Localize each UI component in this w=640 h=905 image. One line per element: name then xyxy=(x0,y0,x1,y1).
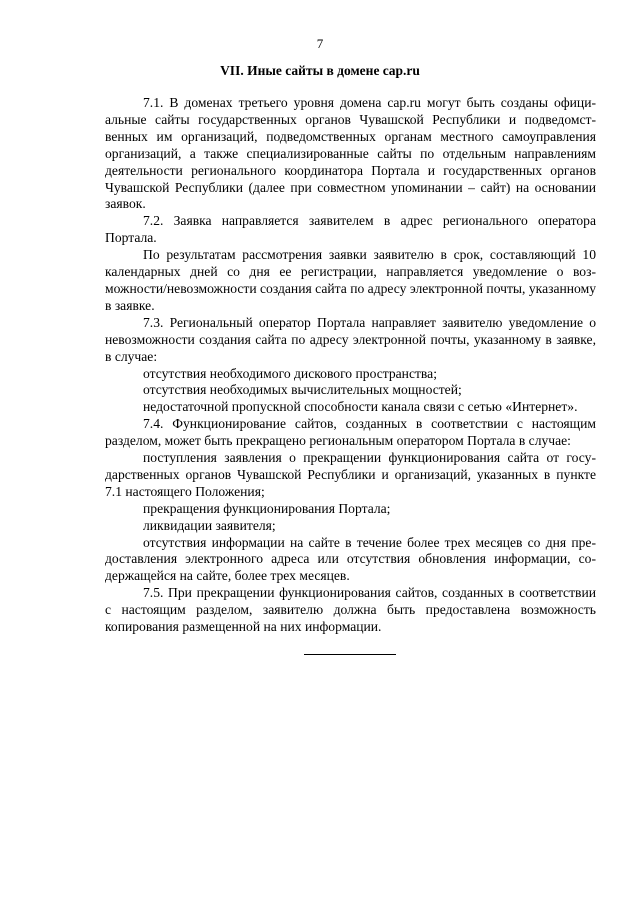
paragraph-7-5: 7.5. При прекращении функционирования сайтов, созданных в соответствии с настоящим разделом, заявителю должна быть предоставлена возможность копирования размещенной на них информации. xyxy=(105,585,596,635)
paragraph-7-3: 7.3. Региональный оператор Портала направляет заявителю уведомление о невозможности создания сайта по адресу электронной почты, указанному в заявке, в случае: xyxy=(105,314,596,364)
list-item-compute-power: отсутствия необходимых вычислительных мощностей; xyxy=(143,382,462,398)
section-body xyxy=(105,95,596,636)
list-item-disk-space: отсутствия необходимого дискового пространства; xyxy=(143,365,437,381)
paragraph-7-1: 7.1. В доменах третьего уровня домена cap.ru могут быть созданы официальные сайты государственных органов Чувашской Республики и подведомственных им организаций, подведомственных органам местного самоуправления организаций, а также специализированные сайты по отдельным направлениям деятельности регионального координатора Портала и государственных органов Чувашской Республики (далее при совместном упоминании – сайт) на основании заявок. xyxy=(105,95,596,212)
list-item-termination-request: поступления заявления о прекращении функционирования сайта от государственных органов Чувашской Республики и организаций, указанных в пункте 7.1 настоящего Положения; xyxy=(105,450,596,499)
list-item-no-information: отсутствия информации на сайте в течение более трех месяцев со дня предоставления электронного адреса или отсутствия обновления информации, содержащейся на сайте, более трех месяцев. xyxy=(105,534,596,584)
paragraph-7-2: 7.2. Заявка направляется заявителем в адрес регионального оператора Портала. xyxy=(105,213,596,246)
list-item-liquidation: ликвидации заявителя; xyxy=(143,517,276,533)
paragraph-7-4: 7.4. Функционирование сайтов, созданных в соответствии с настоящим разделом, может быть прекращено региональным оператором Портала в случае: xyxy=(105,416,596,449)
page-number: 7 xyxy=(316,36,324,51)
end-divider xyxy=(304,654,396,655)
list-item-portal-termination: прекращения функционирования Портала; xyxy=(143,500,391,516)
section-title: VII. Иные сайты в домене cap.ru xyxy=(220,63,420,78)
paragraph-7-2-result: По результатам рассмотрения заявки заявителю в срок, составляющий 10 календарных дней со дня ее регистрации, направляется уведомление о возможности/невозможности создания сайта по адресу электронной почты, указанному в заявке. xyxy=(105,247,596,313)
list-item-bandwidth: недостаточной пропускной способности канала связи с сетью «Интернет». xyxy=(143,399,578,415)
